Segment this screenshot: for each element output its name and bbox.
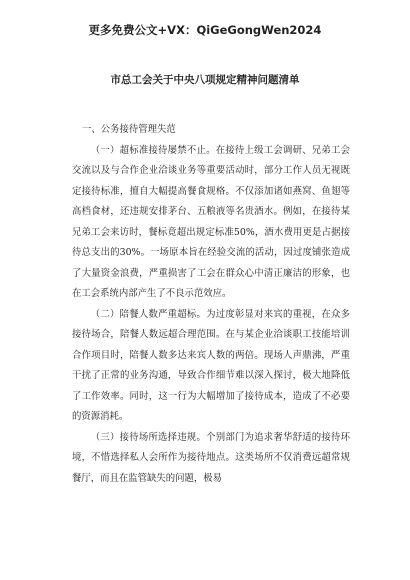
document-body [72, 120, 350, 489]
header-watermark: 更多免费公文+VX：QiGeGongWen2024 [88, 23, 322, 37]
section-heading: 一、公务接待管理失范 [82, 124, 176, 135]
document-title: 市总工会关于中央八项规定精神问题清单 [110, 74, 300, 86]
paragraph-2: （二）陪餐人数严重超标。为过度彰显对来宾的重视，在众多接待场合，陪餐人数远超合理范围。在与某企业洽谈职工技能培训合作项目时，陪餐人数多达来宾人数的两倍。现场人声鼎沸，严重干扰了正常的业务沟通，导致合作细节难以深入探讨，极大地降低了工作效率。同时，这一行为大幅增加了接待成本，造成了不必要的资源消耗。 [72, 308, 350, 422]
paragraph-1: （一）超标准接待屡禁不止。在接待上级工会调研、兄弟工会交流以及与合作企业洽谈业务等重要活动时，部分工作人员无视既定接待标准，擅自大幅提高餐食规格。不仅添加诸如燕窝、鱼翅等高档食材，还违规安排茅台、五粮液等名贵酒水。例如，在接待某兄弟工会来访时，餐标竟超出规定标准50%，酒水费用更是占据接待总支出的30%。一场原本旨在经验交流的活动，因过度铺张造成了大量资金浪费，严重损害了工会在群众心中清正廉洁的形象，也在工会系统内部产生了不良示范效应。 [72, 144, 350, 299]
paragraph-3: （三）接待场所选择违规。个别部门为追求奢华舒适的接待环境，不惜选择私人会所作为接待地点。这类场所不仅消费远超常规餐厅，而且在监管缺失的问题，极易 [72, 431, 350, 484]
